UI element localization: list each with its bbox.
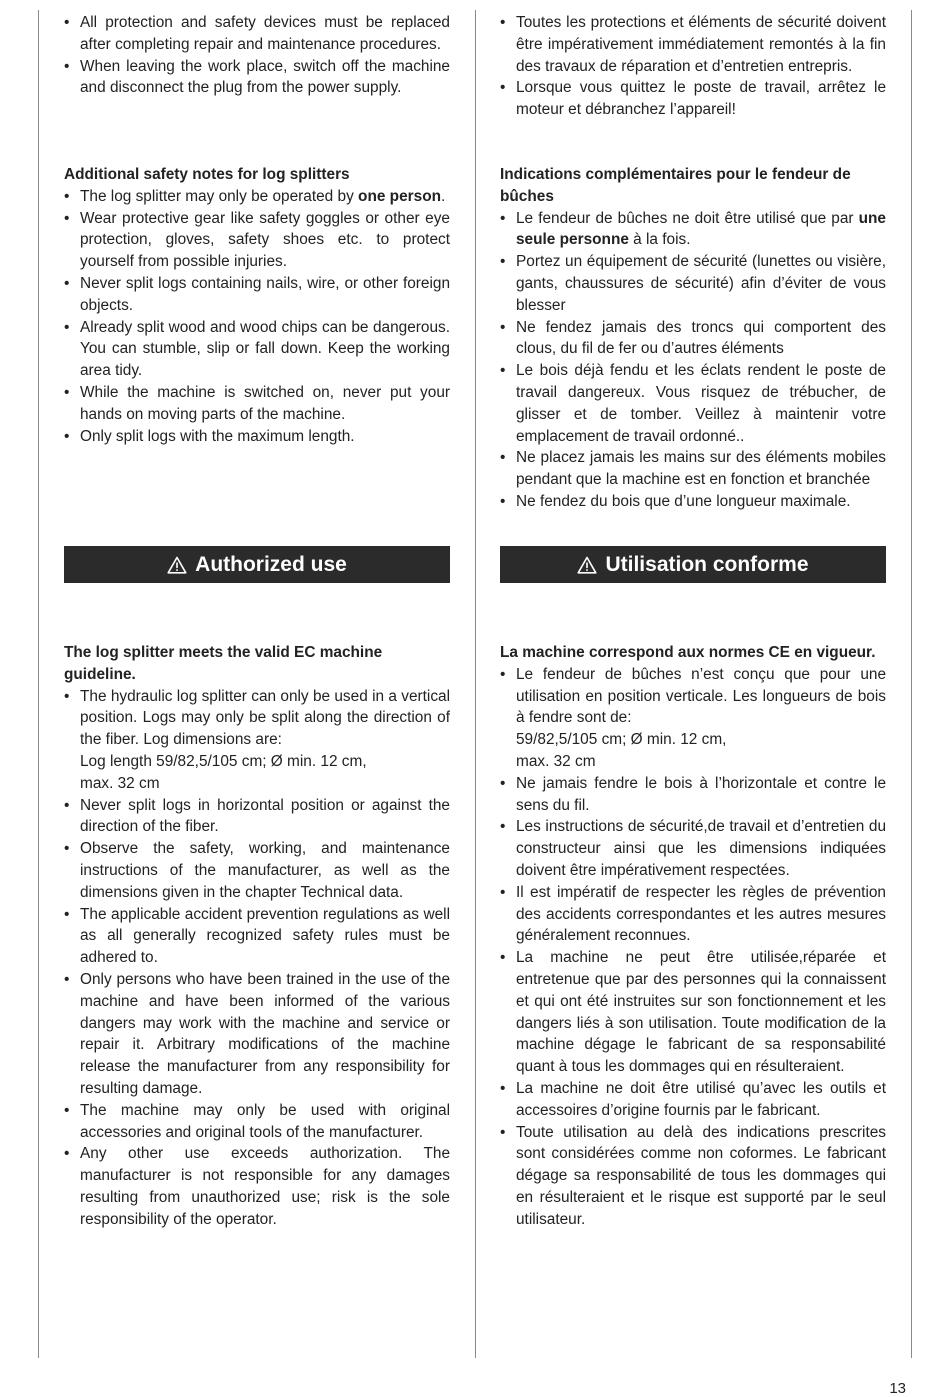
list-item: • Ne fendez jamais des troncs qui comportent des clous, du fil de fer ou d’autres éléments bbox=[500, 317, 886, 361]
section-heading: Indications complémentaires pour le fendeur de bûches bbox=[500, 166, 851, 205]
section-heading: La machine correspond aux normes CE en vigueur. bbox=[500, 644, 876, 661]
warning-triangle-icon bbox=[167, 556, 187, 574]
list-item: • Only persons who have been trained in the use of the machine and have been informed of the various dangers may work with the machine and service or repair it. Arbitrary modifications of the machine release the manufacturer from any responsibility for resulting damage. bbox=[64, 969, 450, 1100]
additional-safety-section bbox=[64, 164, 450, 447]
maintenance-list bbox=[500, 12, 886, 121]
section-heading: The log splitter meets the valid EC machine guideline. bbox=[64, 644, 383, 683]
list-item: • The hydraulic log splitter can only be used in a vertical position. Logs may only be split along the direction of the fiber. Log dimensions are: Log length 59/82,5/105 cm; Ø min. 12 cm, max. 32 cm bbox=[64, 686, 450, 795]
authorized-use-section bbox=[64, 642, 450, 1231]
list-item: • Observe the safety, working, and maintenance instructions of the manufacturer, as well as the dimensions given in the chapter Technical data. bbox=[64, 838, 450, 903]
list-item: • Toutes les protections et éléments de sécurité doivent être impérativement immédiatement remontés à la fin des travaux de réparation et d’entretien entrepris. bbox=[500, 12, 886, 77]
list-item: • While the machine is switched on, never put your hands on moving parts of the machine. bbox=[64, 382, 450, 426]
list-item: • Ne placez jamais les mains sur des éléments mobiles pendant que la machine est en fonction et branchée bbox=[500, 447, 886, 491]
list-item: • Ne jamais fendre le bois à l’horizontale et contre le sens du fil. bbox=[500, 773, 886, 817]
list-item: • Le bois déjà fendu et les éclats rendent le poste de travail dangereux. Vous risquez de trébucher, de glisser et de tomber. Veillez à maintenir votre emplacement de travail ordonné.. bbox=[500, 360, 886, 447]
list-item: • The log splitter may only be operated by one person. bbox=[64, 186, 450, 208]
utilisation-conforme-section bbox=[500, 642, 886, 1231]
list-item: • All protection and safety devices must be replaced after completing repair and maintenance procedures. bbox=[64, 12, 450, 56]
safety-list bbox=[64, 186, 450, 448]
list-item: • When leaving the work place, switch off the machine and disconnect the plug from the power supply. bbox=[64, 56, 450, 100]
list-item: • Les instructions de sécurité,de travail et d’entretien du constructeur ainsi que les dimensions indiquées doivent être impérativement respectées. bbox=[500, 816, 886, 881]
utilisation-conforme-banner bbox=[500, 546, 886, 583]
page-number: 13 bbox=[889, 1380, 906, 1397]
list-item: • Il est impératif de respecter les règles de prévention des accidents correspondantes et les autres mesures généralement reconnues. bbox=[500, 882, 886, 947]
section-heading: Additional safety notes for log splitters bbox=[64, 166, 350, 183]
list-item: • Already split wood and wood chips can be dangerous. You can stumble, slip or fall down. Keep the working area tidy. bbox=[64, 317, 450, 382]
list-item: • Le fendeur de bûches n’est conçu que pour une utilisation en position verticale. Les longueurs de bois à fendre sont de: 59/82,5/105 cm; Ø min. 12 cm, max. 32 cm bbox=[500, 664, 886, 773]
list-item: • La machine ne peut être utilisée,réparée et entretenue que par des personnes qui la connaissent et qui ont été instruites sur son fonctionnement et les dangers liés à son utilisation. Toute modification de la machine dégage le fabricant de sa responsabilité quant à tous les dommages qui en résulteraient. bbox=[500, 947, 886, 1078]
maintenance-notes bbox=[64, 12, 450, 99]
list-item: • The machine may only be used with original accessories and original tools of the manufacturer. bbox=[64, 1100, 450, 1144]
list-item: • Portez un équipement de sécurité (lunettes ou visière, gants, chaussures de sécurité) afin d’éviter de vous blesser bbox=[500, 251, 886, 316]
list-item: • Only split logs with the maximum length. bbox=[64, 426, 450, 448]
list-item: • La machine ne doit être utilisé qu’avec les outils et accessoires d’origine fournis par le fabricant. bbox=[500, 1078, 886, 1122]
banner-title: Authorized use bbox=[195, 552, 347, 576]
use-list bbox=[64, 686, 450, 1231]
use-list bbox=[500, 664, 886, 1231]
list-item: • Toute utilisation au delà des indications prescrites sont considérées comme non coformes. Le fabricant dégage sa responsabilité de tous les dommages qui en résulteraient et le risque est supporté par le seul utilisateur. bbox=[500, 1122, 886, 1231]
left-margin-rule bbox=[38, 10, 39, 1358]
center-divider-rule bbox=[475, 10, 476, 1358]
list-item: • Never split logs in horizontal position or against the direction of the fiber. bbox=[64, 795, 450, 839]
warning-triangle-icon bbox=[577, 556, 597, 574]
list-item: • Le fendeur de bûches ne doit être utilisé que par une seule personne à la fois. bbox=[500, 208, 886, 252]
maintenance-notes bbox=[500, 12, 886, 121]
safety-list bbox=[500, 208, 886, 513]
list-item: • Never split logs containing nails, wire, or other foreign objects. bbox=[64, 273, 450, 317]
list-item: • Ne fendez du bois que d’une longueur maximale. bbox=[500, 491, 886, 513]
authorized-use-banner bbox=[64, 546, 450, 583]
maintenance-list bbox=[64, 12, 450, 99]
banner-title: Utilisation conforme bbox=[605, 552, 809, 576]
list-item: • Lorsque vous quittez le poste de travail, arrêtez le moteur et débranchez l’appareil! bbox=[500, 77, 886, 121]
list-item: • The applicable accident prevention regulations as well as all generally recognized safety rules must be adhered to. bbox=[64, 904, 450, 969]
list-item: • Wear protective gear like safety goggles or other eye protection, gloves, safety shoes etc. to protect yourself from possible injuries. bbox=[64, 208, 450, 273]
additional-safety-section bbox=[500, 164, 886, 513]
right-margin-rule bbox=[911, 10, 912, 1358]
list-item: • Any other use exceeds authorization. The manufacturer is not responsible for any damages resulting from unauthorized use; risk is the sole responsibility of the operator. bbox=[64, 1143, 450, 1230]
